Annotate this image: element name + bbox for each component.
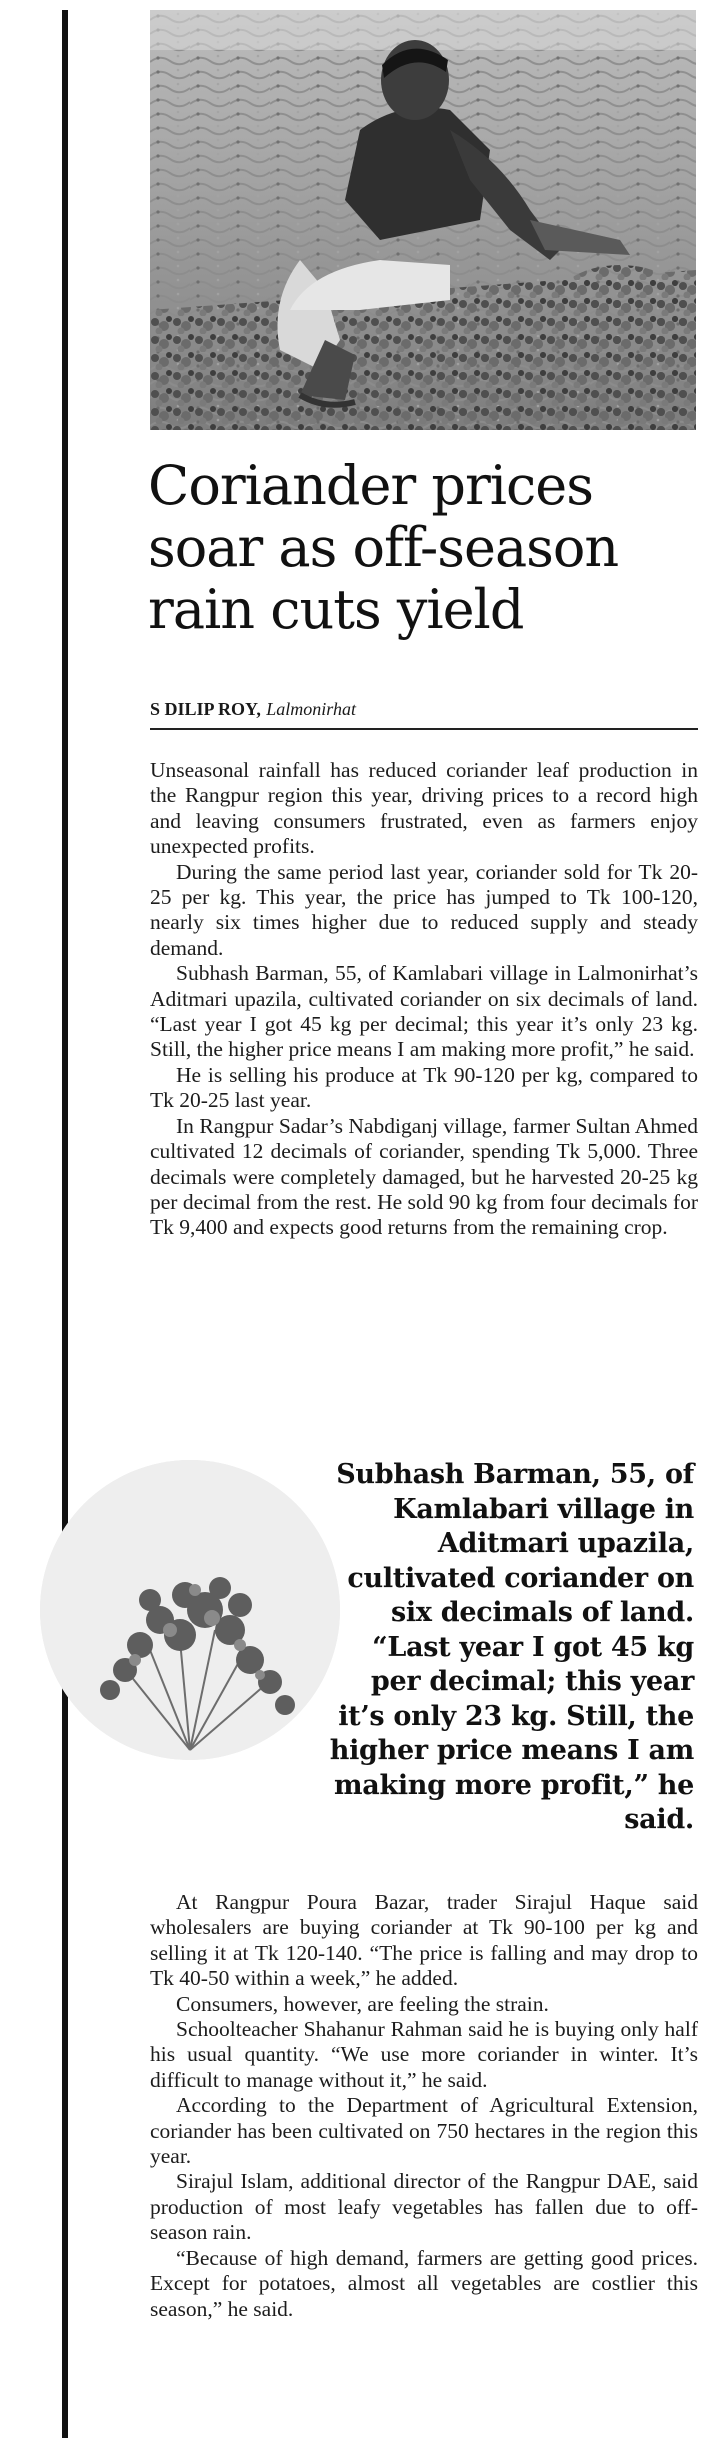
body-paragraph: Subhash Barman, 55, of Kamlabari village in Lalmonirhat’s Aditmari upazila, cultivated coriander on six decimals of land. “Last year I got 45 kg per decimal; this year it’s only 23 kg. Still, the higher price means I am making more profit,” he said. [150,961,698,1062]
byline-place: Lalmonirhat [266,699,356,719]
body-paragraph: He is selling his produce at Tk 90-120 per kg, compared to Tk 20-25 last year. [150,1062,698,1113]
body-paragraph: Sirajul Islam, additional director of the Rangpur DAE, said production of most leafy vegetables has fallen due to off-season rain. [150,2169,698,2245]
body-paragraph: Unseasonal rainfall has reduced coriander leaf production in the Rangpur region this year, driving prices to a record high and leaving consumers frustrated, even as farmers enjoy unexpected profits. [150,758,698,859]
byline [150,698,698,721]
body-paragraph: According to the Department of Agricultural Extension, coriander has been cultivated on 750 hectares in the region this year. [150,2093,698,2169]
article-body-top [150,758,698,1241]
article-body-bottom [150,1890,698,2322]
body-paragraph: Consumers, however, are feeling the strain. [176,1991,549,2016]
pull-quote: Subhash Barman, 55, of Kamlabari village in Aditmari upazila, cultivated coriander on six decimals of land. “Last year I got 45 kg per decimal; this year it’s only 23 kg. Still, the higher price means I am making more profit,” he said. [329,1459,694,1835]
body-paragraph: Schoolteacher Shahanur Rahman said he is buying only half his usual quantity. “We use more coriander in winter. It’s difficult to manage without it,” he said. [150,2017,698,2092]
body-paragraph: At Rangpur Poura Bazar, trader Sirajul Haque said wholesalers are buying coriander at Tk 90-100 per kg and selling it at Tk 120-140. “The price is falling and may drop to Tk 40-50 within a week,” he added. [150,1890,698,1991]
coriander-photo [40,1460,340,1760]
body-paragraph: In Rangpur Sadar’s Nabdiganj village, farmer Sultan Ahmed cultivated 12 decimals of coriander, spending Tk 5,000. Three decimals were completely damaged, but he harvested 20-25 kg per decimal from the rest. He sold 90 kg from four decimals for Tk 9,400 and expects good returns from the remaining crop. [150,1113,698,1240]
byline-author: S DILIP ROY, [150,699,261,719]
farmer-photo-illustration [150,10,696,430]
hero-photo [150,10,696,430]
column-rule [62,10,68,2438]
byline-divider [150,728,698,730]
article-headline: Coriander prices soar as off-season rain cuts yield [148,454,619,641]
body-paragraph: During the same period last year, coriander sold for Tk 20-25 per kg. This year, the price has jumped to Tk 100-120, nearly six times higher due to reduced supply and steady demand. [150,859,698,960]
coriander-bunch-illustration [40,1460,340,1760]
body-paragraph: “Because of high demand, farmers are getting good prices. Except for potatoes, almost all vegetables are costlier this season,” he said. [150,2245,698,2321]
